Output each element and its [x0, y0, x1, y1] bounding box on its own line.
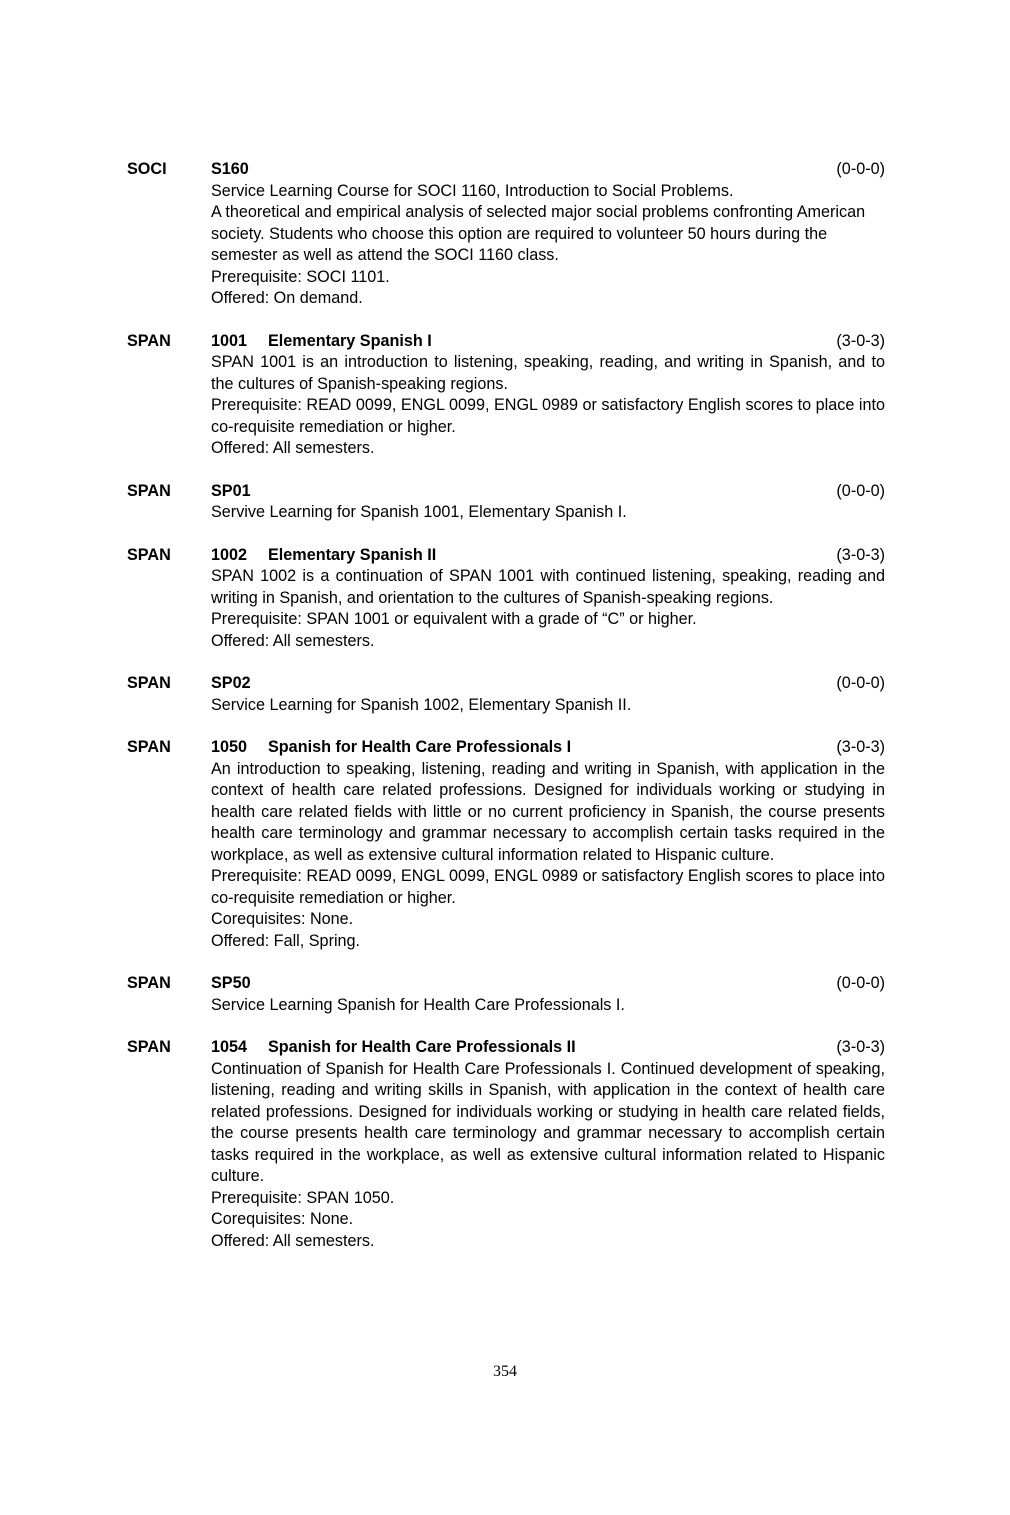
description-line: Service Learning Course for SOCI 1160, Introduction to Social Problems. [211, 181, 734, 200]
course-entry [127, 159, 885, 310]
course-title: Elementary Spanish II [268, 545, 437, 564]
description-paragraph: SPAN 1001 is an introduction to listening, speaking, reading, and writing in Spanish, and to the cultures of Spanish-speaking regions. [211, 353, 885, 393]
course-credits: (3-0-3) [836, 331, 885, 350]
course-entry [127, 737, 885, 952]
offered-line: Offered: All semesters. [211, 631, 375, 650]
course-description [211, 181, 885, 310]
offered-line: Offered: On demand. [211, 289, 363, 307]
corequisite-line: Corequisites: None. [211, 910, 354, 928]
course-number: SP01 [211, 481, 251, 500]
course-entry [127, 673, 885, 716]
course-description [211, 695, 885, 717]
course-credits: (0-0-0) [836, 974, 885, 992]
course-department: SOCI [127, 160, 167, 178]
course-header [127, 1037, 885, 1059]
description-line: Service Learning for Spanish 1002, Elementary Spanish II. [211, 695, 632, 714]
course-title: Spanish for Health Care Professionals I [268, 738, 572, 756]
offered-line: Offered: All semesters. [211, 439, 375, 457]
course-credits: (0-0-0) [836, 481, 885, 500]
course-entry [127, 331, 885, 460]
course-description [211, 759, 885, 953]
course-department: SPAN [127, 1038, 171, 1056]
course-header [127, 331, 885, 353]
description-paragraph: Continuation of Spanish for Health Care Professionals I. Continued development of speaking, listening, reading and writing skills in Spanish, with application in the context of health care related professions. Designed for individuals working or studying in health care related fields, the course presents health care terminology and grammar necessary to accomplish certain tasks required in the workplace, as well as extensive cultural information related to Hispanic culture. [211, 1059, 885, 1185]
description-paragraph: A theoretical and empirical analysis of selected major social problems confronting American society. Students who choose this option are required to volunteer 50 hours during the semester as well as attend the SOCI 1160 class. [211, 203, 866, 264]
course-number: SP50 [211, 974, 251, 992]
course-entry [127, 481, 885, 524]
course-number: 1002 [211, 545, 248, 564]
description-line: Service Learning Spanish for Health Care Professionals I. [211, 995, 625, 1014]
course-credits: (3-0-3) [836, 545, 885, 564]
course-department: SPAN [127, 674, 171, 692]
course-entry [127, 1037, 885, 1252]
course-credits: (3-0-3) [836, 1038, 885, 1056]
description-line: Servive Learning for Spanish 1001, Elementary Spanish I. [211, 503, 627, 521]
course-department: SPAN [127, 545, 171, 564]
course-credits: (0-0-0) [836, 674, 885, 692]
prerequisite-line: Prerequisite: SPAN 1050. [211, 1188, 395, 1207]
course-credits: (0-0-0) [836, 160, 885, 178]
offered-line: Offered: Fall, Spring. [211, 931, 361, 950]
prerequisite-line: Prerequisite: READ 0099, ENGL 0099, ENGL 0989 or satisfactory English scores to place into co-requisite remediation or higher. [211, 396, 885, 436]
course-header [127, 673, 885, 695]
course-title: Elementary Spanish I [268, 331, 432, 350]
course-description [211, 352, 885, 460]
course-header [127, 973, 885, 995]
course-number: 1050 [211, 738, 248, 756]
course-number: 1054 [211, 1038, 248, 1056]
course-description [211, 566, 885, 652]
prerequisite-line: Prerequisite: SPAN 1001 or equivalent with a grade of “C” or higher. [211, 610, 697, 628]
course-number: S160 [211, 160, 249, 178]
page-number: 354 [493, 1363, 517, 1380]
course-description [211, 502, 885, 524]
course-list [127, 159, 885, 1273]
prerequisite-line: Prerequisite: READ 0099, ENGL 0099, ENGL 0989 or satisfactory English scores to place into co-requisite remediation or higher. [211, 867, 885, 907]
course-description [211, 1059, 885, 1253]
course-header [127, 545, 885, 567]
course-entry [127, 545, 885, 653]
description-paragraph: SPAN 1002 is a continuation of SPAN 1001 with continued listening, speaking, reading and writing in Spanish, and orientation to the cultures of Spanish-speaking regions. [211, 567, 885, 607]
course-department: SPAN [127, 331, 171, 350]
course-title: Spanish for Health Care Professionals II [268, 1038, 576, 1056]
course-department: SPAN [127, 481, 171, 500]
course-entry [127, 973, 885, 1016]
corequisite-line: Corequisites: None. [211, 1210, 354, 1228]
course-header [127, 737, 885, 759]
course-header [127, 481, 885, 503]
prerequisite-line: Prerequisite: SOCI 1101. [211, 267, 390, 286]
course-department: SPAN [127, 738, 171, 756]
course-header [127, 159, 885, 181]
description-paragraph: An introduction to speaking, listening, reading and writing in Spanish, with application in the context of health care related professions. Designed for individuals working or studying in health care related fields with little or no current proficiency in Spanish, the course presents health care terminology and grammar necessary to accomplish certain tasks required in the workplace, as well as extensive cultural information related to Hispanic culture. [211, 759, 885, 864]
course-description [211, 995, 885, 1017]
course-department: SPAN [127, 974, 171, 992]
course-credits: (3-0-3) [836, 738, 885, 756]
course-number: 1001 [211, 331, 248, 350]
offered-line: Offered: All semesters. [211, 1231, 375, 1250]
course-number: SP02 [211, 674, 251, 692]
